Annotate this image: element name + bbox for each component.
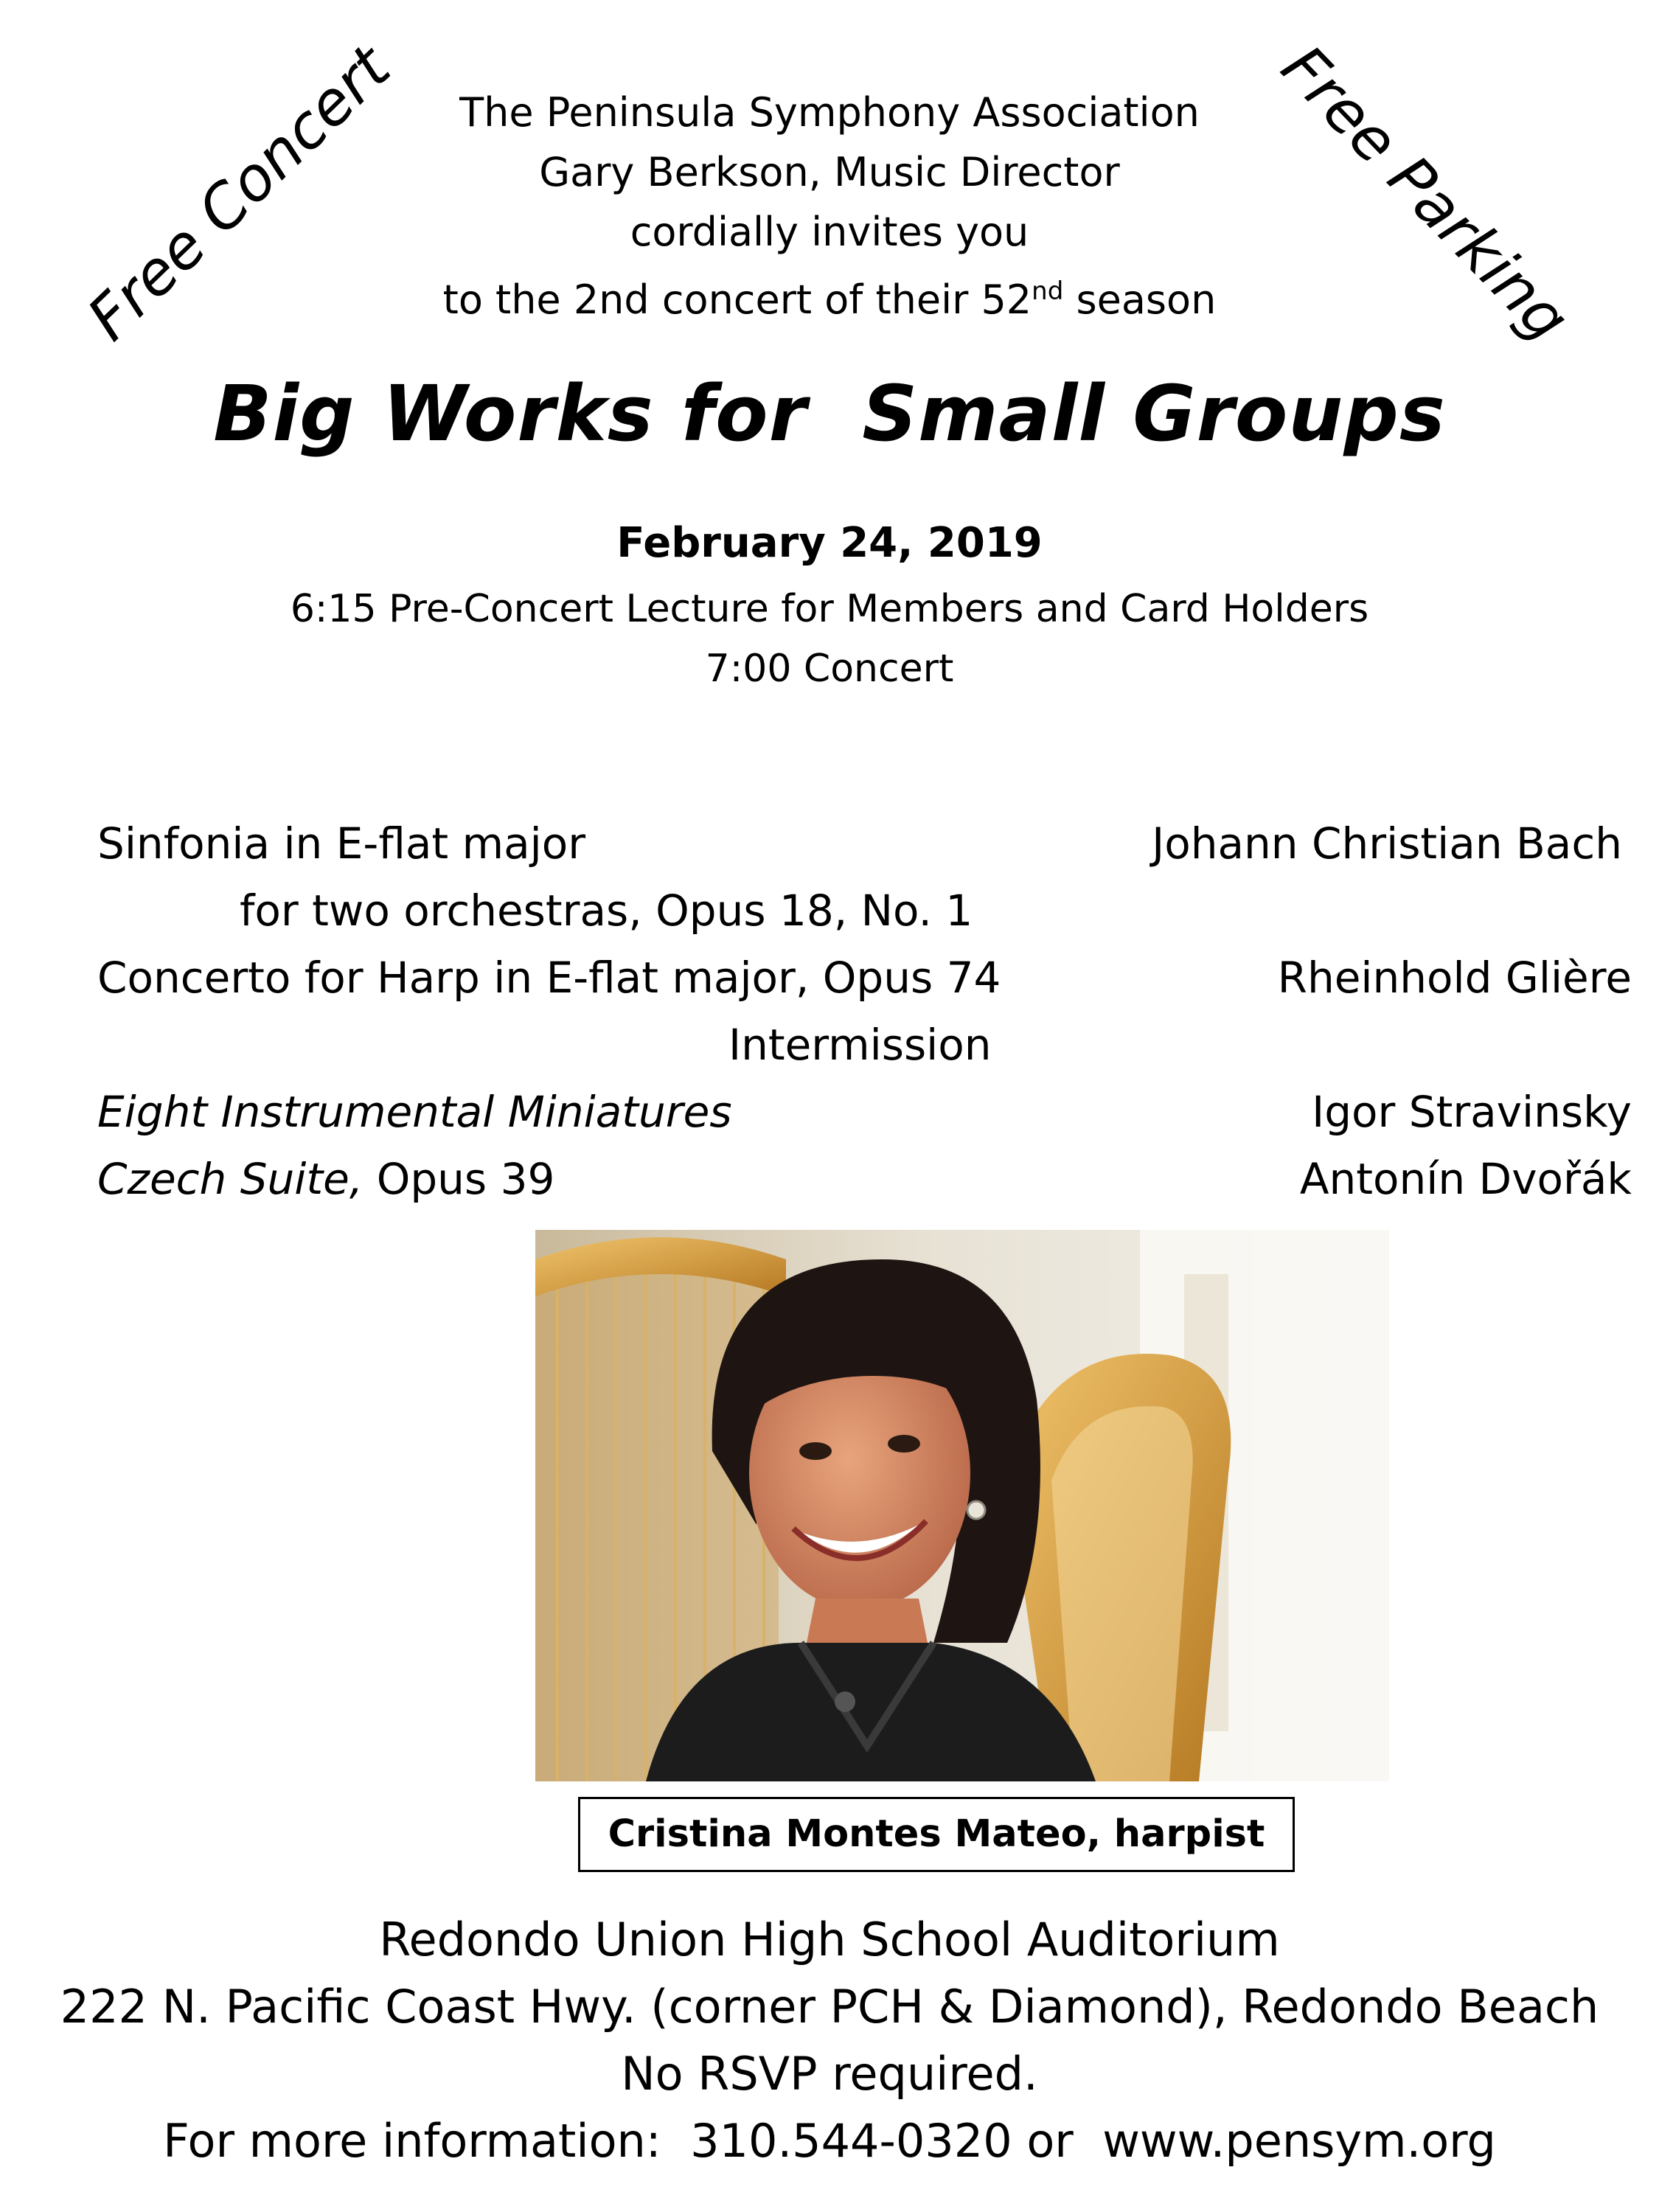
free-concert-callout: Free Concert (74, 32, 404, 355)
season-line-text: to the 2nd concert of their 52 (442, 276, 1032, 323)
concert-time: 7:00 Concert (705, 647, 954, 691)
composer-1: Johann Christian Bach (1152, 818, 1622, 869)
program-piece-4 (97, 1154, 554, 1204)
concert-title: Big Works for Small Groups (213, 369, 1446, 459)
music-director: Gary Berkson, Music Director (539, 149, 1120, 195)
intermission: Intermission (728, 1020, 992, 1070)
photo-caption: Cristina Montes Mateo, harpist (578, 1797, 1295, 1872)
free-parking-callout: Free Parking (1267, 32, 1583, 355)
composer-2: Rheinhold Glière (1277, 953, 1632, 1003)
season-line-end: season (1063, 276, 1217, 323)
program-piece-4-opus: Opus 39 (363, 1154, 555, 1204)
concert-date: February 24, 2019 (616, 519, 1043, 567)
rsvp-note: No RSVP required. (621, 2047, 1038, 2101)
program-piece-2: Concerto for Harp in E-flat major, Opus 74 (97, 953, 1001, 1003)
composer-3: Igor Stravinsky (1312, 1087, 1632, 1137)
composer-4: Antonín Dvořák (1299, 1154, 1632, 1204)
season-line (0, 262, 1659, 330)
venue-name: Redondo Union High School Auditorium (379, 1913, 1280, 1966)
program-piece-4-title: Czech Suite, (97, 1154, 364, 1204)
invitation-line: cordially invites you (630, 209, 1029, 255)
association-name: The Peninsula Symphony Association (459, 89, 1200, 136)
season-superscript: nd (1032, 276, 1064, 306)
program-piece-3: Eight Instrumental Miniatures (97, 1087, 732, 1137)
harpist-photo-illustration (535, 1230, 1389, 1781)
harpist-photo (535, 1230, 1389, 1781)
lecture-time: 6:15 Pre-Concert Lecture for Members and Card Holders (290, 587, 1369, 631)
contact-info: For more information: 310.544-0320 or www.pensym.org (163, 2114, 1496, 2168)
venue-address: 222 N. Pacific Coast Hwy. (corner PCH & Diamond), Redondo Beach (60, 1980, 1599, 2034)
program-piece-1-subtitle: for two orchestras, Opus 18, No. 1 (240, 886, 973, 936)
program-piece-1: Sinfonia in E-flat major (97, 818, 586, 869)
